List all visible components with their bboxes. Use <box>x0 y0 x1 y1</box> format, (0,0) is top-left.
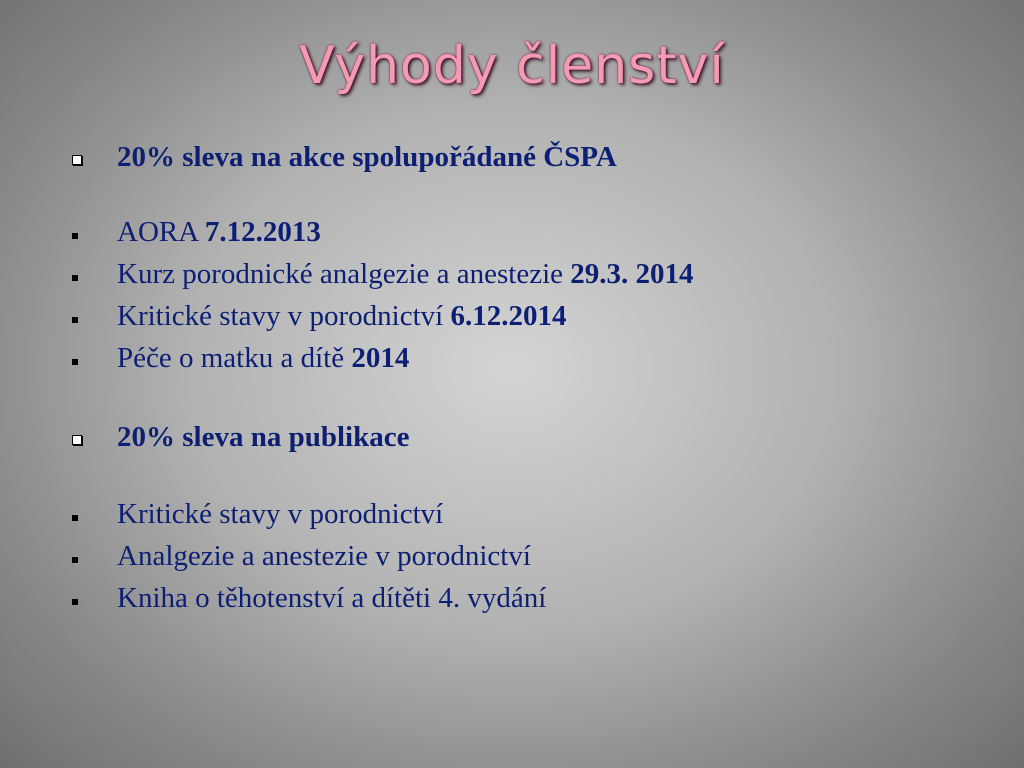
list-item-text: Kurz porodnické analgezie a anestezie <box>117 258 571 290</box>
list-item-text: Péče o matku a dítě <box>117 342 352 374</box>
list-item-date: 7.12.2013 <box>204 216 321 248</box>
section-heading-text: 20% sleva na akce spolupořádané ČSPA <box>117 141 617 173</box>
section-heading-text: 20% sleva na publikace <box>117 421 410 453</box>
list-item <box>0 300 1024 340</box>
list-item-text: Analgezie a anestezie v porodnictví <box>117 540 531 572</box>
square-bullet-icon <box>72 557 78 563</box>
list-item-date: 6.12.2014 <box>450 300 567 332</box>
list-item-date: 29.3. 2014 <box>570 258 694 290</box>
square-bullet-icon <box>72 275 78 281</box>
square-bullet-icon <box>72 317 78 323</box>
list-item <box>0 342 1024 382</box>
list-item <box>0 216 1024 256</box>
square-bullet-icon <box>72 515 78 521</box>
hollow-square-bullet-icon <box>72 155 82 165</box>
list-item-text: Kritické stavy v porodnictví <box>117 498 444 530</box>
section-heading-discounts-publications <box>0 421 1024 461</box>
list-item-text: Kniha o těhotenství a dítěti 4. vydání <box>117 582 547 614</box>
list-item <box>0 258 1024 298</box>
square-bullet-icon <box>72 233 78 239</box>
list-item-text: Kritické stavy v porodnictví <box>117 300 451 332</box>
square-bullet-icon <box>72 599 78 605</box>
list-item-text: AORA <box>117 216 205 248</box>
list-item <box>0 498 1024 538</box>
section-heading-discounts-events <box>0 141 1024 181</box>
list-item <box>0 582 1024 622</box>
hollow-square-bullet-icon <box>72 435 82 445</box>
square-bullet-icon <box>72 359 78 365</box>
list-item <box>0 540 1024 580</box>
list-item-date: 2014 <box>351 342 410 374</box>
slide-title: Výhody členství <box>299 36 725 96</box>
